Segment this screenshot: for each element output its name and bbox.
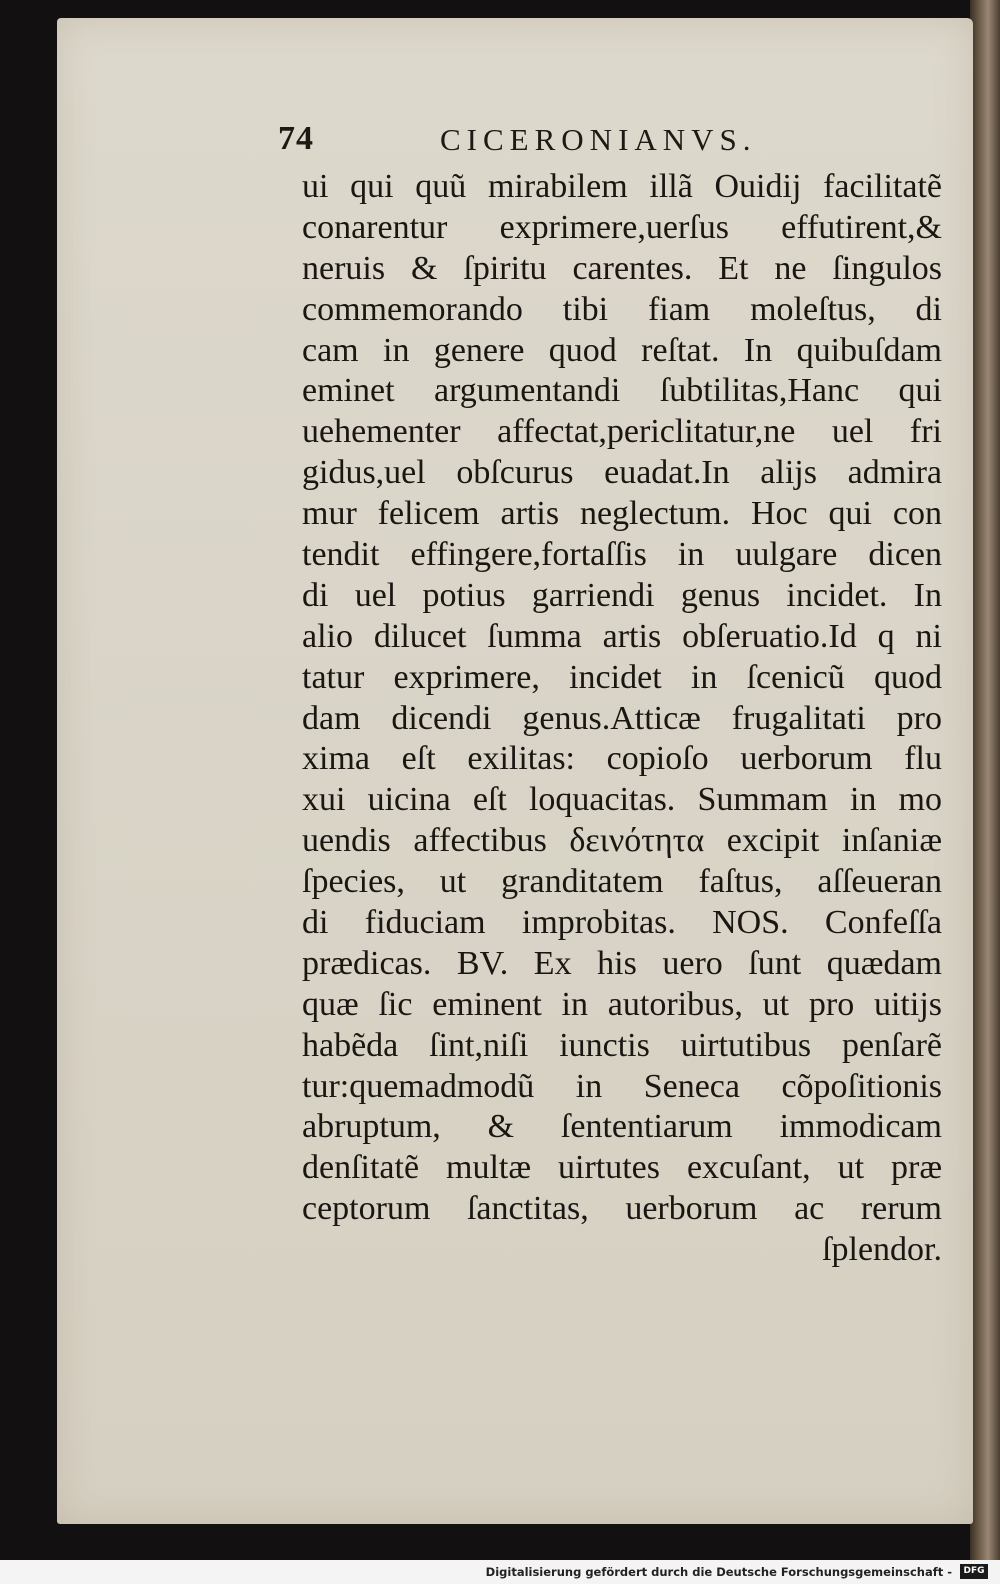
text-line: di fiduciam improbitas. NOS. Confeſſa — [302, 904, 942, 942]
text-line: mur felicem artis neglectum. Hoc qui con — [302, 495, 942, 533]
text-line: ſpecies, ut granditatem faſtus, aſſeueran — [302, 863, 942, 901]
digitization-footer — [0, 1560, 1000, 1584]
page-header — [278, 120, 798, 164]
text-line: xui uicina eſt loquacitas. Summam in mo — [302, 781, 942, 819]
text-line: tendit effingere,fortaſſis in uulgare dicen — [302, 536, 942, 574]
running-title: CICERONIANVS. — [440, 122, 757, 157]
body-text — [302, 167, 942, 1271]
text-line: ui qui quũ mirabilem illã Ouidij facilitatẽ — [302, 168, 942, 205]
text-line: neruis & ſpiritu carentes. Et ne ſingulos — [302, 249, 942, 287]
text-line: quæ ſic eminent in autoribus, ut pro uitijs — [302, 985, 942, 1023]
book-edge — [970, 0, 1000, 1560]
text-line: alio dilucet ſumma artis obſeruatio.Id q ni — [302, 617, 942, 655]
text-line: dam dicendi genus.Atticæ frugalitati pro — [302, 699, 942, 737]
funding-note: Digitalisierung gefördert durch die Deutsche Forschungsgemeinschaft - — [485, 1565, 952, 1579]
catchword: ſplendor. — [822, 1231, 942, 1269]
page-number: 74 — [278, 120, 314, 157]
text-line: uendis affectibus δεινότητα excipit inſaniæ — [302, 822, 942, 860]
text-line: habẽda ſint,niſi iunctis uirtutibus penſarẽ — [302, 1026, 942, 1064]
text-line: xima eſt exilitas: copioſo uerborum flu — [302, 740, 942, 778]
text-line: abruptum, & ſententiarum immodicam — [302, 1108, 942, 1146]
text-line: ceptorum ſanctitas, uerborum ac rerum — [302, 1190, 942, 1228]
text-line: conarentur exprimere,uerſus effutirent,& — [302, 208, 942, 246]
text-line: tatur exprimere, incidet in ſcenicũ quod — [302, 658, 942, 696]
text-line: di uel potius garriendi genus incidet. In — [302, 576, 942, 614]
text-line: gidus,uel obſcurus euadat.In alijs admira — [302, 454, 942, 492]
text-line: denſitatẽ multæ uirtutes excuſant, ut præ — [302, 1149, 942, 1187]
text-line: commemorando tibi fiam moleſtus, di — [302, 290, 942, 328]
text-line: uehementer affectat,periclitatur,ne uel fri — [302, 413, 942, 451]
text-line: prædicas. BV. Ex his uero ſunt quædam — [302, 944, 942, 982]
text-line: cam in genere quod reſtat. In quibuſdam — [302, 331, 942, 369]
dfg-logo: DFG — [960, 1564, 988, 1579]
text-line: tur:quemadmodũ in Seneca cõpoſitionis — [302, 1067, 942, 1105]
text-line: eminet argumentandi ſubtilitas,Hanc qui — [302, 372, 942, 410]
